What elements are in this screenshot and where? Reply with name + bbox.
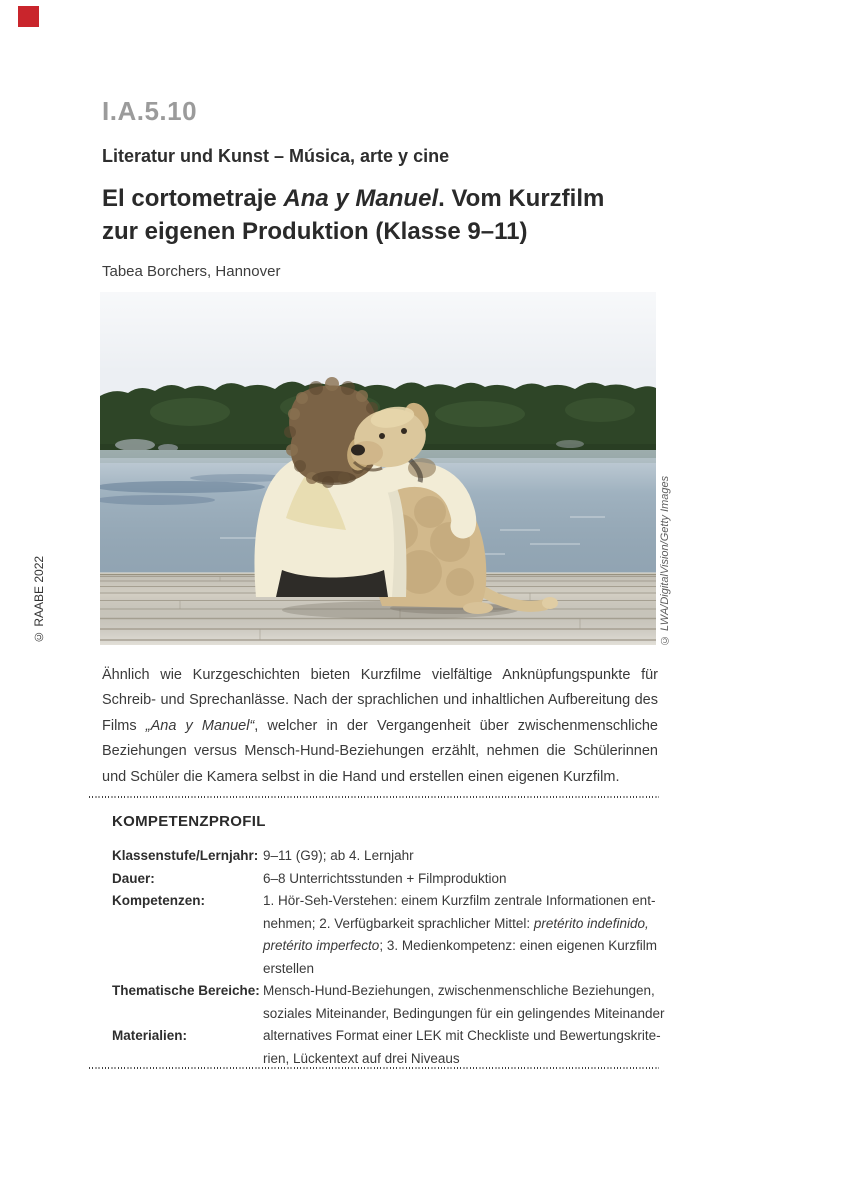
profile-value-line: soziales Miteinander, Bedingungen für ein gelingendes Miteinander: [263, 1005, 665, 1021]
profile-row-value: [263, 868, 507, 891]
series-title: Literatur und Kunst – Música, arte y cine: [102, 146, 450, 166]
profile-row-label: Materialien:: [112, 1028, 188, 1043]
dog-eye: [401, 428, 407, 434]
cover-photo: [100, 292, 656, 645]
profile-value-line: 1. Hör-Seh-Verstehen: einem Kurzfilm zentrale Informationen ent-: [263, 893, 656, 908]
raabe-brand-square: [18, 6, 39, 27]
profile-value-line: pretérito imperfecto; 3. Medienkompetenz: einen eigenen Kurzfilm: [263, 938, 657, 953]
competence-profile-table: [112, 845, 772, 1070]
dog-paw: [463, 602, 493, 614]
profile-row-label: Dauer:: [112, 870, 155, 886]
profile-row-value: [263, 845, 414, 868]
profile-value-line: erstellen: [263, 960, 315, 976]
profile-value-line: 6–8 Unterrichtsstunden + Filmproduktion: [263, 870, 507, 886]
author: Tabea Borchers, Hannover: [102, 263, 281, 280]
profile-row: [112, 980, 772, 1025]
title-line-2: zur eigenen Produktion (Klasse 9–11): [102, 218, 528, 245]
profile-value-line: rien, Lückentext auf drei Niveaus: [263, 1050, 460, 1066]
title-line-1: El cortometraje Ana y Manuel. Vom Kurzfilm: [102, 185, 605, 212]
profile-row-label: Klassenstufe/Lernjahr:: [112, 848, 259, 863]
profile-row-label: Kompetenzen:: [112, 893, 206, 908]
profile-row-value: [263, 1025, 661, 1070]
profile-value-line: Mensch-Hund-Beziehungen, zwischenmenschliche Beziehungen,: [263, 983, 655, 998]
profile-value-line: alternatives Format einer LEK mit Checkliste und Bewertungskrite-: [263, 1028, 661, 1043]
profile-row: [112, 1025, 772, 1070]
unit-code: I.A.5.10: [102, 96, 198, 126]
profile-row: [112, 868, 772, 891]
profile-row-value: [263, 980, 665, 1025]
page-title: [102, 182, 604, 248]
dog-nose: [351, 445, 365, 456]
dotted-divider-top: [89, 796, 659, 798]
cover-photo-illustration: [100, 292, 656, 645]
shore-rock: [115, 439, 155, 451]
photo-credit: © LWA/DigitalVision/Getty Images: [659, 475, 671, 646]
copyright-raabe: © RAABE 2022: [32, 555, 46, 644]
intro-paragraph: Ähnlich wie Kurzgeschichten bieten Kurzfilme vielfältige Anknüpfungspunkte für Schreib- und Sprechanlässe. Nach der sprachlichen und inhaltlichen Aufbereitung des Films „Ana y Manuel“, welcher in der Vergangenheit über zwischenmenschliche Beziehungen versus Mensch-Hund-Beziehungen erzählt, nehmen die Schülerinnen und Schüler die Kamera selbst in die Hand und erstellen einen eigenen Kurzfilm.: [102, 667, 658, 785]
competence-profile-heading: KOMPETENZPROFIL: [112, 813, 266, 830]
dog-eye: [379, 433, 385, 439]
dotted-divider-bottom: [89, 1067, 659, 1069]
profile-value-line: nehmen; 2. Verfügbarkeit sprachlicher Mittel: pretérito indefinido,: [263, 915, 649, 931]
profile-row-label: Thematische Bereiche:: [112, 983, 260, 998]
profile-row-value: [263, 890, 657, 980]
profile-row: [112, 845, 772, 868]
profile-row: [112, 890, 772, 980]
profile-value-line: 9–11 (G9); ab 4. Lernjahr: [263, 848, 414, 863]
